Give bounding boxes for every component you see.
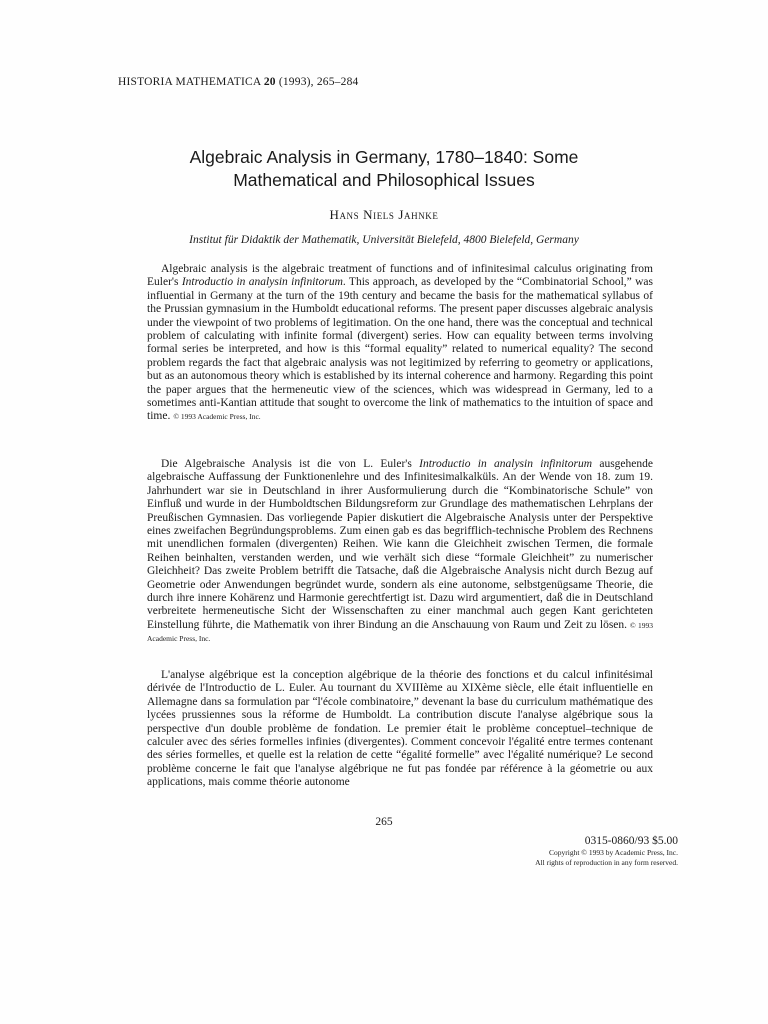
abstract-german: [147, 458, 653, 646]
abstract-german-part-2: ausgehende algebraische Auffassung der Funktionenlehre und des Infinitesimalkalküls. An der Wende von 18. zum 19. Jahrhundert war sie in Deutschland in ihrer Ausformulierung durch die “Kombinatorische Schule” von Einfluß und wurde in der Humboldtschen Bildungsreform zur Grundlage des mathematischen Lehrplans der Preußischen Gymnasien. Das vorliegende Papier diskutiert die Algebraische Analysis unter der Perspektive eines zweifachen Begründungsproblems. Zum einen gab es das begrifflich-technische Problem des Rechnens mit unendlichen formalen (divergenten) Reihen. Wie kann die Gleichheit zwischen Termen, die formale Reihen beinhalten, verstanden werden, und wie verhält sich diese “formale Gleichheit” zu numerischer Gleichheit? Das zweite Problem betrifft die Tatsache, daß die Algebraische Analysis nicht durch Bezug auf Geometrie oder Anwendungen begründet wurde, sondern als eine autonome, selbstgenügsame Theorie, die durch ihre innere Kohärenz und Harmonie gerechtfertigt ist. Dazu wird argumentiert, daß die in Deutschland verbreitete hermeneutische Sicht der Wissenschaften zu einer manchmal auch gegen Kant gerichteten Einstellung führte, die Mathematik von ihrer Bindung an die Anschauung von Raum und Zeit zu lösen.: [147, 458, 653, 631]
footer-copyright: Copyright © 1993 by Academic Press, Inc.: [548, 848, 678, 857]
title-line-1: Algebraic Analysis in Germany, 1780–1840: Some: [189, 147, 579, 167]
abstract-english-part-2: . This approach, as developed by the “Combinatorial School,” was influential in Germany at the turn of the 19th century and became the basis for the mathematical syllabus of the Prussian gymnasium in the Humboldt educational reforms. The present paper discusses algebraic analysis under the viewpoint of two problems of legitimation. On the one hand, there was the conceptual and technical problem of calculating with infinite formal (divergent) series. How can equality between terms involving formal series be interpreted, and how is this “formal equality” related to numerical equality? The second problem regards the fact that algebraic analysis was not legitimized by referring to geometry or applications, but as an autonomous theory which is established by its internal coherence and harmony. Regarding this point the paper argues that the hermeneutic view of the sciences, which was widespread in Germany, led to a sometimes anti-Kantian attitude that sought to overcome the link of mathematics to the intuition of space and time.: [147, 276, 653, 423]
abstract-german-part-1: Die Algebraische Analysis ist die von L. Euler's: [161, 458, 420, 470]
year-pages: (1993), 265–284: [275, 76, 359, 88]
running-head: [118, 76, 358, 88]
issn-price: 0315-0860/93 $5.00: [584, 835, 678, 847]
publication-footer: [535, 834, 678, 868]
article-title: [110, 146, 658, 192]
abstract-french: L'analyse algébrique est la conception algébrique de la théorie des fonctions et du calcul infinitésimal dérivée de l'Introductio de L. Euler. Au tournant du XVIIIème au XIXème siècle, elle était influentielle en Allemagne dans sa formulation par “l'école combinatoire,” devenant la base du curriculum mathématique des lycées prussiennes sous la réforme de Humboldt. La contribution discute l'analyse algébrique sous la perspective d'un double problème de fondation. Le premier était le problème conceptuel–technique de calculer avec des séries formelles infinies (divergentes). Comment concevoir l'égalité entre termes contenant des séries formelles, et quelle est la relation de cette “égalité formelle” avec l'égalité numérique? Le second problème concerne le fait que l'analyse algébrique ne fut pas fondée par référence à la géometrie ou aux applications, mais comme théorie autonome: [147, 669, 653, 789]
abstract-english: [147, 263, 653, 424]
abstract-german-copyright: © 1993 Academic Press, Inc.: [147, 620, 653, 644]
page-number: 265: [375, 816, 393, 828]
abstract-english-part-1: Algebraic analysis is the algebraic treatment of functions and of infinitesimal calculus originating from Euler's: [147, 263, 653, 289]
volume-number: 20: [263, 76, 276, 88]
author-name: Hans Niels Jahnke: [329, 207, 439, 222]
journal-name: HISTORIA MATHEMATICA: [118, 76, 264, 88]
abstract-english-book-title: Introductio in analysin infinitorum: [181, 276, 343, 289]
abstract-english-copyright: © 1993 Academic Press, Inc.: [173, 412, 261, 422]
author-affiliation: Institut für Didaktik der Mathematik, Universität Bielefeld, 4800 Bielefeld, Germany: [189, 234, 579, 246]
abstract-german-book-title: Introductio in analysin infinitorum: [419, 458, 593, 470]
footer-rights: All rights of reproduction in any form reserved.: [535, 858, 678, 867]
title-line-2: Mathematical and Philosophical Issues: [233, 170, 535, 190]
